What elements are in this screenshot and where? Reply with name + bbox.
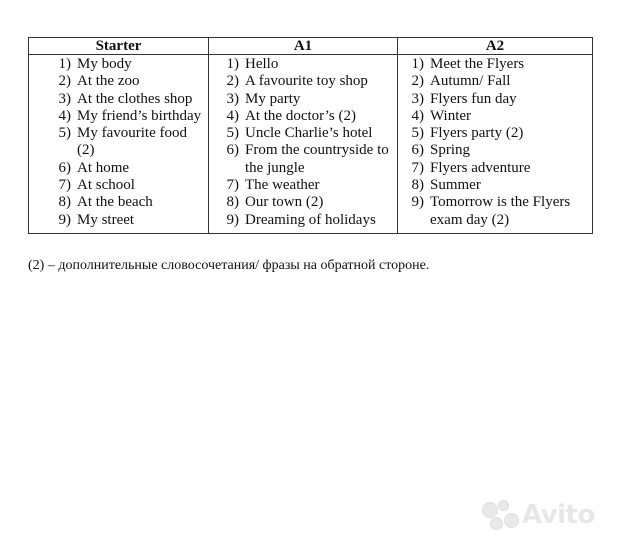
item-number: 9) (226, 211, 239, 228)
item-number: 7) (226, 177, 239, 194)
item-text: Flyers adventure (430, 159, 531, 176)
list-item (209, 56, 397, 73)
item-number: 1) (411, 56, 424, 72)
avito-watermark (482, 500, 595, 530)
item-number: 4) (58, 107, 71, 124)
item-number: 9) (411, 194, 424, 211)
item-text: The weather (245, 177, 320, 194)
item-number: 8) (58, 194, 71, 211)
starter-column (29, 55, 209, 234)
item-number: 9) (58, 211, 71, 228)
item-text: Winter (430, 107, 472, 124)
list-item (398, 56, 592, 73)
item-number: 8) (411, 177, 424, 194)
table-header-row (29, 38, 593, 55)
item-number: 3) (58, 90, 71, 107)
item-text: From the countryside to the jungle (245, 142, 389, 176)
item-text: At home (77, 159, 130, 176)
header-a1: A1 (209, 38, 398, 55)
list-item (29, 212, 208, 229)
item-text: At the doctor’s (2) (245, 107, 356, 124)
item-text: At the clothes shop (77, 90, 193, 107)
item-number: 5) (411, 125, 424, 142)
item-text: My street (77, 211, 135, 228)
item-text: My favourite food (2) (77, 125, 187, 159)
list-item (398, 160, 592, 177)
list-item (29, 73, 208, 90)
list-item (29, 194, 208, 211)
list-item (29, 160, 208, 177)
list-item (398, 177, 592, 194)
table-body-row (29, 55, 593, 234)
header-starter: Starter (29, 38, 209, 55)
list-item (209, 73, 397, 90)
a2-topic-list (398, 55, 592, 233)
list-item (209, 91, 397, 108)
list-item (398, 91, 592, 108)
avito-dots-icon (482, 500, 518, 530)
item-number: 7) (58, 177, 71, 194)
item-text: My party (245, 90, 301, 107)
footnote: (2) – дополнительные словосочетания/ фразы на обратной стороне. (28, 258, 430, 273)
item-text: My body (77, 56, 132, 72)
item-number: 4) (411, 107, 424, 124)
item-text: My friend’s birthday (77, 107, 202, 124)
item-number: 2) (411, 73, 424, 90)
item-number: 3) (226, 90, 239, 107)
item-number: 2) (58, 73, 71, 90)
list-item (209, 142, 397, 177)
item-text: Dreaming of holidays (245, 211, 376, 228)
item-text: Flyers party (2) (430, 125, 524, 142)
item-number: 1) (58, 56, 71, 72)
item-text: Spring (430, 142, 471, 159)
list-item (29, 56, 208, 73)
watermark-text: Avito (522, 500, 595, 530)
item-number: 5) (58, 125, 71, 142)
item-text: A favourite toy shop (245, 73, 368, 90)
item-text: Summer (430, 177, 481, 194)
item-text: Uncle Charlie’s hotel (245, 125, 373, 142)
item-number: 3) (411, 90, 424, 107)
item-text: Hello (245, 56, 279, 72)
item-text: Meet the Flyers (430, 56, 525, 72)
item-text: At the beach (77, 194, 153, 211)
item-text: At school (77, 177, 135, 194)
starter-topic-list (29, 55, 208, 233)
a2-column (398, 55, 593, 234)
a1-column (209, 55, 398, 234)
list-item (398, 73, 592, 90)
item-text: At the zoo (77, 73, 140, 90)
list-item (398, 194, 592, 229)
item-number: 6) (58, 159, 71, 176)
list-item (29, 91, 208, 108)
list-item (398, 125, 592, 142)
a1-topic-list (209, 55, 397, 233)
topics-table (28, 37, 593, 234)
item-number: 5) (226, 125, 239, 142)
item-number: 6) (226, 142, 239, 159)
list-item (398, 142, 592, 159)
list-item (209, 194, 397, 211)
item-number: 7) (411, 159, 424, 176)
item-number: 4) (226, 107, 239, 124)
item-number: 6) (411, 142, 424, 159)
item-number: 1) (226, 56, 239, 72)
list-item (209, 212, 397, 229)
item-text: Autumn/ Fall (430, 73, 511, 90)
item-text: Tomorrow is the Flyers exam day (2) (430, 194, 571, 228)
item-number: 2) (226, 73, 239, 90)
list-item (209, 125, 397, 142)
list-item (29, 108, 208, 125)
header-a2: A2 (398, 38, 593, 55)
item-text: Our town (2) (245, 194, 324, 211)
item-text: Flyers fun day (430, 90, 517, 107)
list-item (209, 108, 397, 125)
item-number: 8) (226, 194, 239, 211)
list-item (209, 177, 397, 194)
list-item (398, 108, 592, 125)
list-item (29, 177, 208, 194)
list-item (29, 125, 208, 160)
